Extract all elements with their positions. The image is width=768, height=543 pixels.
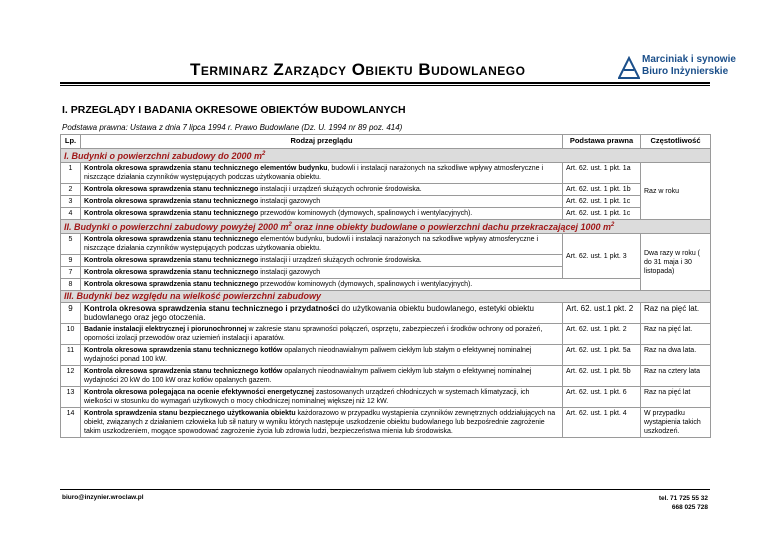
legal-basis-note: Podstawa prawna: Ustawa z dnia 7 lipca 1994 r. Prawo Budowlane (Dz. U. 1994 nr 89 poz. 414) xyxy=(62,123,403,132)
table-row xyxy=(61,408,711,438)
row-text: opalanych nieodnawialnym paliwem ciekłym lub stałym o efektywnej nominalnej wydajności ponad 100 kW. xyxy=(84,347,532,363)
row-lp: 5 xyxy=(61,234,81,255)
row-text: instalacji i urządzeń służących ochronie środowiska. xyxy=(258,186,422,193)
row-title: Kontrola okresowa sprawdzenia stanu technicznego xyxy=(84,210,259,217)
header-basis: Podstawa prawna xyxy=(563,135,641,149)
row-text: , budowli i instalacji narażonych na szkodliwe wpływy atmosferyczne i niszczące działania czynników występujących podczas użytkowania obiektu. xyxy=(84,165,544,181)
company-logo xyxy=(618,54,758,82)
row-title: Kontrola okresowa sprawdzenia stanu technicznego xyxy=(84,198,259,205)
row-lp: 3 xyxy=(61,196,81,208)
row-text: instalacji i urządzeń służących ochronie środowiska. xyxy=(258,257,422,264)
row-title: Kontrola okresowa sprawdzenia stanu technicznego kotłów xyxy=(84,347,283,354)
group-title-2-sup: 2 xyxy=(288,222,292,228)
row-frequency: W przypadku wystąpienia takich uszkodzeń. xyxy=(641,408,711,438)
group-heading-3 xyxy=(61,291,711,303)
row-title: Kontrola okresowa polegająca na ocenie efektywności energetycznej xyxy=(84,389,314,396)
footer-email: biuro@inzynier.wroclaw.pl xyxy=(62,494,144,501)
row-text: instalacji gazowych xyxy=(258,269,321,276)
row-lp: 4 xyxy=(61,208,81,220)
row-basis: Art. 62. ust. 1 pkt. 2 xyxy=(563,324,641,345)
logo-icon xyxy=(618,56,640,80)
header-frequency: Częstotliwość xyxy=(641,135,711,149)
row-text: zastosowanych urządzeń chłodniczych w systemach klimatyzacji, ich wielkości w stosunku do wymagań użytkowych o mocy chłodniczej nominalnej większej niż 12 kW. xyxy=(84,389,530,405)
row-frequency: Dwa razy w roku ( do 31 maja i 30 listopada) xyxy=(641,234,711,291)
row-text: do użytkowania obiektu budowlanego, estetyki obiektu budowlanego oraz jego otoczenia. xyxy=(84,304,534,322)
row-lp: 12 xyxy=(61,366,81,387)
row-lp: 2 xyxy=(61,184,81,196)
row-title: Kontrola sprawdzenia stanu bezpiecznego użytkowania obiektu xyxy=(84,410,296,417)
row-basis: Art. 62. ust. 1 pkt. 1b xyxy=(563,184,641,196)
row-frequency: Raz na pięć lat. xyxy=(641,303,711,324)
row-basis: Art. 62. ust. 1 pkt. 6 xyxy=(563,387,641,408)
row-lp: 10 xyxy=(61,324,81,345)
header-rule-thin xyxy=(60,85,710,86)
table-row xyxy=(61,208,711,220)
row-title: Kontrola okresowa sprawdzenia stanu technicznego xyxy=(84,281,259,288)
row-title: Kontrola okresowa sprawdzenia stanu technicznego i przydatności xyxy=(84,304,340,313)
row-lp: 9 xyxy=(61,255,81,267)
group-title-2-sup2: 2 xyxy=(611,222,615,228)
row-lp: 11 xyxy=(61,345,81,366)
row-title: Kontrola okresowa sprawdzenia stanu technicznego kotłów xyxy=(84,368,283,375)
group-title-2: II. Budynki o powierzchni zabudowy powyżej 2000 m xyxy=(64,222,289,232)
row-lp: 1 xyxy=(61,163,81,184)
table-row xyxy=(61,196,711,208)
table-header-row xyxy=(61,135,711,149)
row-frequency: Raz na dwa lata. xyxy=(641,345,711,366)
inspection-table xyxy=(60,134,711,438)
row-lp: 14 xyxy=(61,408,81,438)
row-basis: Art. 62. ust. 1 pkt. 5b xyxy=(563,366,641,387)
row-basis: Art. 62. ust. 1 pkt. 4 xyxy=(563,408,641,438)
group-heading-2 xyxy=(61,220,711,234)
row-text: opalanych nieodnawialnym paliwem ciekłym lub stałym o efektywnej nominalnej wydajności 20 kW do 100 kW oraz kotłów opalanych gazem. xyxy=(84,368,532,384)
row-title: Badanie instalacji elektrycznej i piorunochronnej xyxy=(84,326,247,333)
row-frequency: Raz na pięć lat. xyxy=(641,324,711,345)
group-title-2-tail: oraz inne obiekty budowlane o powierzchni dachu przekraczającej 1000 m xyxy=(291,222,611,232)
row-title: Kontrola okresowa sprawdzenia stanu technicznego xyxy=(84,186,259,193)
table-row xyxy=(61,184,711,196)
section-title: I. PRZEGLĄDY I BADANIA OKRESOWE OBIEKTÓW BUDOWLANYCH xyxy=(62,104,406,116)
group-title-3: III. Budynki bez względu na wielkość powierzchni zabudowy xyxy=(64,291,322,301)
logo-line-1: Marciniak i synowie xyxy=(642,54,736,65)
row-frequency: Raz w roku xyxy=(641,163,711,220)
header-type: Rodzaj przeglądu xyxy=(81,135,563,149)
row-title: Kontrola okresowa sprawdzenia stanu technicznego elementów budynku xyxy=(84,165,328,172)
table-row xyxy=(61,234,711,255)
row-title: Kontrola okresowa sprawdzenia stanu technicznego xyxy=(84,236,259,243)
row-text: instalacji gazowych xyxy=(258,198,321,205)
row-lp: 8 xyxy=(61,279,81,291)
table-row xyxy=(61,279,711,291)
table-row xyxy=(61,345,711,366)
row-title: Kontrola okresowa sprawdzenia stanu technicznego xyxy=(84,257,259,264)
row-basis: Art. 62. ust. 1 pkt. 1c xyxy=(563,208,641,220)
row-frequency: Raz na pięć lat xyxy=(641,387,711,408)
document-title: Terminarz Zarządcy Obiektu Budowlanego xyxy=(190,60,526,79)
table-row xyxy=(61,324,711,345)
table-row xyxy=(61,303,711,324)
group-heading-1 xyxy=(61,149,711,163)
header-rule xyxy=(60,82,710,84)
row-lp: 13 xyxy=(61,387,81,408)
logo-line-2: Biuro Inżynierskie xyxy=(642,66,729,77)
row-basis: Art. 62. ust. 1 pkt. 1c xyxy=(563,196,641,208)
row-basis: Art. 62. ust. 1 pkt. 3 xyxy=(563,234,641,279)
table-row xyxy=(61,366,711,387)
row-text: w zakresie stanu sprawności połączeń, osprzętu, zabezpieczeń i środków ochrony od porażeń, oporności izolacji przewodów oraz uziemień instalacji i aparatów. xyxy=(84,326,543,342)
footer-rule xyxy=(60,489,710,490)
row-basis: Art. 62. ust. 1 pkt. 1a xyxy=(563,163,641,184)
row-basis: Art. 62. ust.1 pkt. 2 xyxy=(563,303,641,324)
row-lp: 7 xyxy=(61,267,81,279)
footer-phones xyxy=(600,494,708,512)
table-row xyxy=(61,387,711,408)
table-row xyxy=(61,163,711,184)
group-title-1: I. Budynki o powierzchni zabudowy do 2000 m xyxy=(64,151,263,161)
row-title: Kontrola okresowa sprawdzenia stanu technicznego xyxy=(84,269,259,276)
row-lp: 9 xyxy=(61,303,81,324)
row-text: przewodów kominowych (dymowych, spalinowych i wentylacyjnych). xyxy=(258,210,473,217)
header-lp: Lp. xyxy=(61,135,81,149)
row-text: elementów budynku, budowli i instalacji narażonych na szkodliwe wpływy atmosferyczne i niszczące działania czynników występujących podczas użytkowania obiektu. xyxy=(84,236,539,252)
row-text: każdorazowo w przypadku wystąpienia czynników zewnętrznych oddziałujących na obiekt, związanych z działaniem człowieka lub sił natury w wyniku których następuje uszkodzenie obiektu budowlanego lub bezpośrednie zagrożenie takim uszkodzeniem, mogące spowodować zagrożenie życia lub zdrowia ludzi, bezpieczeństwa mienia lub środowiska. xyxy=(84,410,556,435)
footer-phone-1: tel. 71 725 55 32 xyxy=(658,495,708,502)
row-basis: Art. 62. ust. 1 pkt. 5a xyxy=(563,345,641,366)
row-frequency: Raz na cztery lata xyxy=(641,366,711,387)
footer-phone-2: 668 025 728 xyxy=(671,504,708,511)
group-title-1-sup: 2 xyxy=(262,151,266,157)
row-text: przewodów kominowych (dymowych, spalinowych i wentylacyjnych). xyxy=(258,281,473,288)
